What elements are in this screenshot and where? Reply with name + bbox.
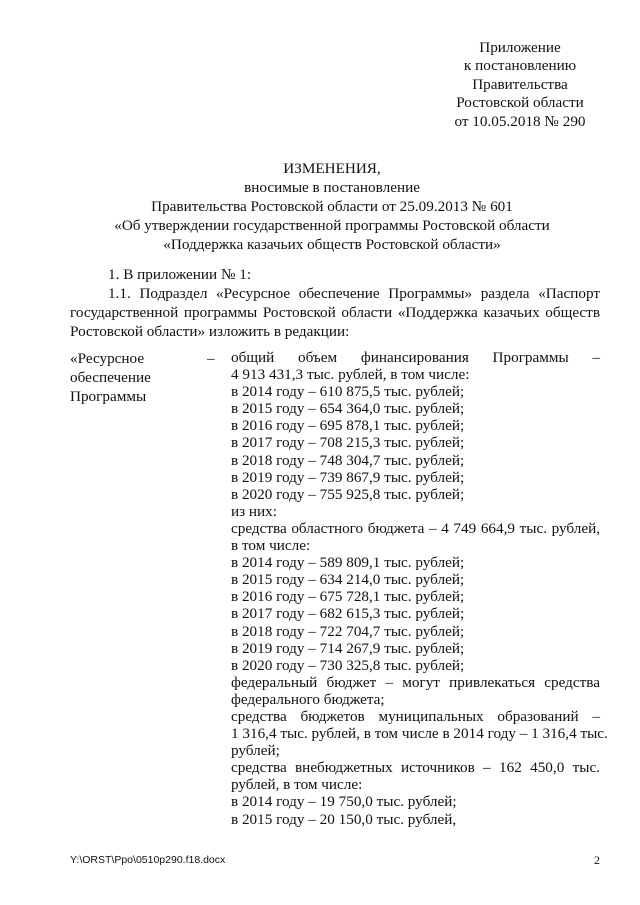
title-line: «Об утверждении государственной программы Ростовской области: [114, 217, 550, 234]
funding-line: в 2014 году – 19 750,0 тыс. рублей;: [231, 793, 457, 811]
funding-line: 1 316,4 тыс. рублей, в том числе в 2014 году – 1 316,4 тыс.: [231, 725, 608, 743]
funding-line: из них:: [231, 502, 277, 520]
funding-line: общий объем финансирования Программы –: [231, 349, 600, 366]
separator-dash: –: [207, 350, 215, 367]
funding-line: средства внебюджетных источников – 162 450,0 тыс.: [231, 759, 600, 777]
appendix-line: Ростовской области: [456, 94, 584, 112]
funding-line: в 2015 году – 20 150,0 тыс. рублей,: [231, 810, 457, 828]
paragraph-line: государственной программы Ростовской области «Поддержка казачьих обществ: [70, 304, 600, 321]
funding-line: 4 913 431,3 тыс. рублей, в том числе:: [231, 366, 470, 384]
appendix-line: Приложение: [479, 39, 561, 56]
appendix-line: от 10.05.2018 № 290: [454, 112, 586, 130]
funding-line: в 2017 году – 708 215,3 тыс. рублей;: [231, 434, 465, 452]
paragraph-1-1: [70, 284, 600, 341]
funding-line: в 2015 году – 654 364,0 тыс. рублей;: [231, 400, 465, 418]
funding-line: в 2020 году – 730 325,8 тыс. рублей;: [231, 656, 465, 674]
title-line: вносимые в постановление: [244, 179, 420, 196]
funding-line: в 2017 году – 682 615,3 тыс. рублей;: [231, 605, 465, 623]
section-label: [70, 349, 190, 406]
funding-line: в том числе:: [231, 537, 311, 555]
section-label-line: «Ресурсное: [70, 350, 145, 367]
funding-line: в 2014 году – 610 875,5 тыс. рублей;: [231, 383, 465, 401]
funding-line: в 2020 году – 755 925,8 тыс. рублей;: [231, 485, 465, 503]
funding-line: в 2016 году – 695 878,1 тыс. рублей;: [231, 417, 465, 435]
appendix-header: [420, 39, 620, 131]
page-footer: [70, 851, 600, 870]
funding-line: в 2018 году – 748 304,7 тыс. рублей;: [231, 451, 465, 469]
funding-line: в 2015 году – 634 214,0 тыс. рублей;: [231, 571, 465, 589]
funding-line: в 2019 году – 739 867,9 тыс. рублей;: [231, 468, 465, 486]
title-heading: ИЗМЕНЕНИЯ,: [283, 160, 381, 177]
paragraph-line: 1.1. Подраздел «Ресурсное обеспечение Программы» раздела «Паспорт: [108, 285, 600, 302]
funding-line: средства бюджетов муниципальных образований –: [231, 707, 600, 725]
paragraph-1: [70, 265, 600, 284]
file-path: Y:\ORST\Ppo\0510p290.f18.docx: [70, 854, 226, 866]
page-number: 2: [594, 853, 600, 867]
funding-line: средства областного бюджета – 4 749 664,9 тыс. рублей,: [231, 519, 600, 537]
section-label-line: Программы: [70, 388, 147, 405]
funding-line: в 2014 году – 589 809,1 тыс. рублей;: [231, 554, 465, 572]
paragraph-line: 1. В приложении № 1:: [108, 266, 252, 283]
funding-line: федерального бюджета;: [231, 690, 385, 708]
section-label-line: обеспечение: [70, 369, 151, 386]
funding-details: [231, 349, 608, 828]
paragraph-line: Ростовской области» изложить в редакции:: [70, 323, 350, 340]
title-line: «Поддержка казачьих обществ Ростовской области»: [163, 236, 501, 253]
document-title: [64, 159, 600, 254]
funding-line: рублей, в том числе:: [231, 776, 363, 794]
funding-line: в 2019 году – 714 267,9 тыс. рублей;: [231, 639, 465, 657]
funding-line: в 2016 году – 675 728,1 тыс. рублей;: [231, 588, 465, 606]
funding-line: федеральный бюджет – могут привлекаться средства: [231, 673, 600, 691]
title-line: Правительства Ростовской области от 25.09.2013 № 601: [151, 198, 513, 215]
appendix-line: Правительства: [472, 75, 568, 93]
appendix-line: к постановлению: [463, 57, 577, 75]
funding-line: рублей;: [231, 742, 280, 760]
funding-line: в 2018 году – 722 704,7 тыс. рублей;: [231, 622, 465, 640]
